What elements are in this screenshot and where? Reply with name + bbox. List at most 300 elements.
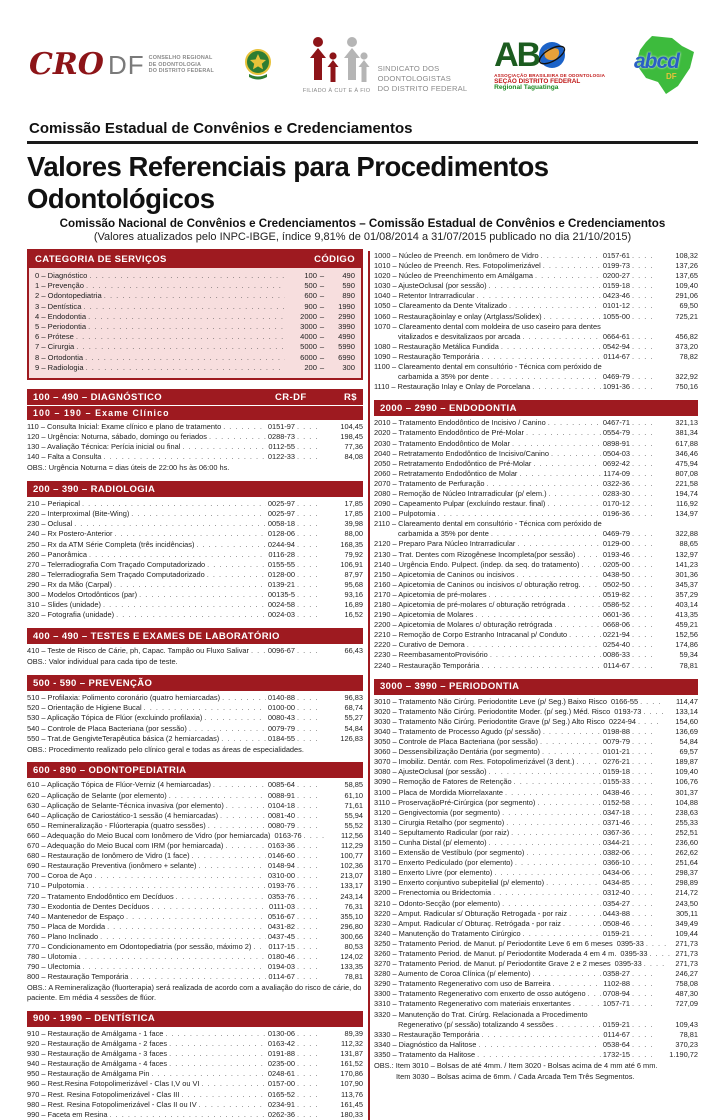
dot-leader bbox=[297, 1100, 319, 1110]
procedure-description: 3260 – Tratamento Period. de Manut. p/ Periodontite Moderada 4 em 4 m. bbox=[374, 949, 617, 958]
procedure-description: 3310 – Tratamento Regenerativo com materiais enxertantes bbox=[374, 999, 571, 1009]
dot-leader bbox=[79, 952, 266, 962]
procedure-row bbox=[374, 798, 698, 808]
dot-leader bbox=[169, 1049, 266, 1059]
cro-df-text: DF bbox=[107, 50, 145, 80]
procedure-description: 760 – Plano Inclinado bbox=[27, 931, 99, 941]
procedure-code: 0288-73 bbox=[267, 432, 295, 442]
procedure-row bbox=[374, 489, 698, 499]
dot-leader bbox=[588, 989, 601, 999]
dot-leader bbox=[477, 291, 601, 301]
category-range-to: 5990 bbox=[338, 342, 355, 352]
procedure-list bbox=[27, 1027, 363, 1120]
dot-leader bbox=[297, 881, 319, 891]
procedure-row bbox=[374, 550, 698, 560]
dot-leader bbox=[165, 1029, 265, 1039]
procedure-description: 690 – Restauração Preventiva (ionômero + selante) bbox=[27, 861, 197, 871]
category-label: 1 – Prevenção bbox=[35, 281, 84, 291]
procedure-description: 3200 – Frenectomia ou Bridectomia bbox=[374, 888, 492, 898]
procedure-row bbox=[27, 1110, 363, 1120]
dot-leader bbox=[297, 871, 319, 881]
procedure-code: 0079-79 bbox=[602, 737, 630, 747]
section-header bbox=[27, 675, 363, 691]
procedure-value: 16,89 bbox=[344, 600, 363, 610]
dot-leader bbox=[632, 332, 654, 342]
dot-leader bbox=[506, 818, 601, 828]
procedure-description: 540 – Controle de Placa Bacteriana (por sessão) bbox=[27, 723, 187, 733]
procedure-description: 2130 – Trat. Dentes com Rizogênese Incompleta(por sessão) bbox=[374, 549, 576, 559]
procedure-row bbox=[27, 821, 363, 831]
dot-leader bbox=[632, 539, 654, 549]
procedure-row bbox=[374, 428, 698, 438]
procedure-code: 0111-03 bbox=[268, 901, 295, 911]
dot-leader bbox=[583, 580, 601, 590]
dot-leader bbox=[198, 861, 265, 871]
dot-leader bbox=[632, 919, 654, 929]
procedure-value: 214,72 bbox=[675, 888, 698, 898]
category-range-dash: – bbox=[319, 352, 325, 362]
procedure-description: 300 – Modelos Ortodônticos (par) bbox=[27, 590, 138, 600]
procedure-value: 403,14 bbox=[675, 600, 698, 609]
dot-leader bbox=[632, 479, 654, 489]
procedure-value: 349,49 bbox=[675, 918, 698, 928]
procedure-description: 980 – Rest. Resina Fotopolimerizável - Clas II ou IV bbox=[27, 1099, 197, 1109]
dot-leader bbox=[493, 888, 601, 898]
procedure-row bbox=[374, 999, 698, 1009]
procedure-description: 2150 – Apicetomia de Caninos ou incisivos bbox=[374, 569, 515, 579]
procedure-code: 0139-21 bbox=[267, 579, 295, 589]
union-name bbox=[378, 64, 468, 94]
procedure-code: 0163-76 bbox=[274, 830, 302, 840]
dot-leader bbox=[632, 747, 654, 757]
procedure-row bbox=[374, 707, 698, 717]
procedure-value: 87,97 bbox=[344, 569, 363, 579]
procedure-description: 130 – Avaliação Técnica: Perícia inicial ou final bbox=[27, 442, 181, 452]
dot-leader bbox=[223, 422, 266, 432]
category-range-to: 890 bbox=[342, 291, 355, 301]
procedure-code: 0199-73 bbox=[602, 261, 630, 271]
procedure-code: 0080-79 bbox=[267, 820, 295, 830]
procedure-row bbox=[27, 646, 363, 656]
dot-leader bbox=[632, 312, 654, 322]
procedure-code: 0096-67 bbox=[267, 646, 295, 656]
procedure-description: 320 – Fotografia (unidade) bbox=[27, 610, 115, 620]
section-title: 500 - 590 – PREVENÇÃO bbox=[33, 677, 153, 689]
dot-leader bbox=[176, 892, 266, 902]
procedure-value: 88,65 bbox=[679, 539, 698, 549]
procedure-description: 1000 – Núcleo de Preench. em Ionômero de Vidro bbox=[374, 251, 539, 260]
procedure-code: 0129-00 bbox=[602, 539, 630, 549]
dot-leader bbox=[632, 261, 654, 271]
dot-leader bbox=[632, 1050, 654, 1060]
category-row bbox=[35, 271, 355, 281]
dot-leader bbox=[632, 828, 654, 838]
dot-leader bbox=[297, 912, 319, 922]
dot-leader bbox=[569, 909, 601, 919]
dot-leader bbox=[297, 932, 319, 942]
procedure-row bbox=[374, 570, 698, 580]
dot-leader bbox=[297, 902, 319, 912]
procedure-row bbox=[27, 734, 363, 744]
procedure-description: 940 – Restauração de Amálgama - 4 faces bbox=[27, 1059, 168, 1069]
procedure-row bbox=[27, 881, 363, 891]
procedure-row bbox=[27, 442, 363, 452]
dot-leader bbox=[297, 821, 319, 831]
procedure-value: 725,21 bbox=[675, 311, 698, 321]
procedure-code: 0058-18 bbox=[267, 519, 295, 529]
procedure-code: 0114-67 bbox=[603, 1029, 630, 1039]
dot-leader bbox=[297, 952, 319, 962]
dot-leader bbox=[94, 871, 266, 881]
category-row bbox=[35, 332, 355, 342]
procedure-code: 0344-21 bbox=[602, 837, 630, 847]
dot-leader bbox=[632, 858, 654, 868]
dot-leader bbox=[489, 590, 601, 600]
procedure-description: 790 – Ulectomia bbox=[27, 962, 81, 972]
dot-leader bbox=[297, 442, 319, 452]
procedure-value: 106,91 bbox=[340, 559, 363, 569]
dot-leader bbox=[192, 851, 266, 861]
procedure-description: 3120 – Gengivectomia (por segmento) bbox=[374, 807, 501, 817]
dot-leader bbox=[541, 251, 601, 261]
dot-leader bbox=[297, 1090, 319, 1100]
procedure-row bbox=[27, 902, 363, 912]
dot-leader bbox=[632, 868, 654, 878]
category-box bbox=[27, 249, 363, 380]
dot-leader bbox=[103, 600, 266, 610]
procedure-value: 69,57 bbox=[679, 747, 698, 757]
procedure-code: 0347-18 bbox=[602, 807, 630, 817]
dot-leader bbox=[632, 808, 654, 818]
dot-leader bbox=[221, 734, 266, 744]
procedure-description: 3180 – Enxerto Livre (por elemento) bbox=[374, 868, 493, 878]
procedure-code: 0122-33 bbox=[267, 452, 295, 462]
dot-leader bbox=[542, 747, 601, 757]
dot-leader bbox=[110, 1110, 266, 1120]
procedure-description: 960 – Rest.Resina Fotopolimerizável - Clas I,V ou VI bbox=[27, 1079, 200, 1089]
union-caption: FILIADO À CUT E À FIO bbox=[302, 88, 371, 94]
procedure-row bbox=[27, 831, 363, 841]
procedure-code: 0382-06 bbox=[602, 848, 630, 858]
category-range-from: 3000 bbox=[300, 322, 317, 332]
procedure-code: 1091-36 bbox=[602, 382, 630, 392]
procedure-value: 271,73 bbox=[675, 959, 698, 969]
procedure-value: 321,13 bbox=[675, 418, 698, 428]
procedure-description: 2240 – Restauração Temporária bbox=[374, 660, 480, 670]
procedure-row bbox=[374, 989, 698, 999]
procedure-code: 0104-18 bbox=[267, 800, 295, 810]
dot-leader bbox=[169, 791, 266, 801]
procedure-description: 3090 – Remoção de Fatores de Retenção bbox=[374, 777, 512, 787]
dot-leader bbox=[89, 271, 285, 281]
dot-leader bbox=[632, 590, 654, 600]
procedure-value: 141,23 bbox=[675, 559, 698, 569]
section-title: 2000 – 2990 – ENDODONTIA bbox=[380, 402, 517, 414]
procedure-value: 238,63 bbox=[675, 807, 698, 817]
procedure-description: 270 – Telerradiografia Com Traçado Computadorizado bbox=[27, 559, 206, 569]
dot-leader bbox=[632, 818, 654, 828]
dot-leader bbox=[644, 959, 666, 969]
procedure-row bbox=[27, 580, 363, 590]
procedure-value: 456,82 bbox=[675, 331, 698, 341]
category-row bbox=[35, 291, 355, 301]
procedure-description: 720 – Tratamento Endodôntico em Decíduos bbox=[27, 891, 174, 901]
procedure-description: 670 – Adequação do Meio Bucal com IRM (por hemiarcada) bbox=[27, 841, 224, 851]
dot-leader bbox=[478, 1040, 601, 1050]
dot-leader bbox=[297, 693, 319, 703]
dot-leader bbox=[297, 590, 319, 600]
dot-leader bbox=[632, 301, 654, 311]
dot-leader bbox=[581, 560, 600, 570]
category-label: 8 – Ortodontia bbox=[35, 352, 84, 362]
procedure-code: 0200-27 bbox=[602, 271, 630, 281]
dot-leader bbox=[82, 499, 266, 509]
section-header bbox=[27, 1011, 363, 1027]
procedure-value: 262,62 bbox=[675, 848, 698, 858]
section-header bbox=[374, 400, 698, 416]
dot-leader bbox=[467, 640, 601, 650]
category-range-from: 600 bbox=[304, 291, 317, 301]
procedure-row bbox=[27, 972, 363, 982]
dot-leader bbox=[547, 499, 601, 509]
dot-leader bbox=[207, 560, 266, 570]
procedure-description: 1050 – Clareamento da Dente Vitalizado bbox=[374, 301, 507, 311]
procedure-row bbox=[374, 828, 698, 838]
procedure-description: 210 – Periapical bbox=[27, 499, 81, 509]
dot-leader bbox=[632, 459, 654, 469]
dot-leader bbox=[126, 912, 266, 922]
procedure-value: 170,86 bbox=[340, 1069, 363, 1079]
procedure-row bbox=[27, 452, 363, 462]
dot-leader bbox=[89, 550, 266, 560]
procedure-description: 3220 – Amput. Radicular s/ Obturação Retrogada - por raiz bbox=[374, 908, 568, 918]
category-row bbox=[35, 342, 355, 352]
procedure-code: 0101-21 bbox=[602, 747, 630, 757]
procedure-row bbox=[374, 808, 698, 818]
procedure-code: 0205-00 bbox=[602, 559, 630, 569]
dot-leader bbox=[632, 979, 654, 989]
procedure-row bbox=[374, 332, 698, 342]
dot-leader bbox=[196, 540, 265, 550]
dot-leader bbox=[100, 932, 266, 942]
procedure-description: 3250 – Tratamento Period. de Manut. p/ Periodontite Leve 6 em 6 meses bbox=[374, 938, 613, 948]
procedure-code: 0504-03 bbox=[602, 448, 630, 458]
dot-leader bbox=[297, 841, 319, 851]
procedure-description: 2180 – Apicetomia de pré-molares c/ obturação retrógrada bbox=[374, 600, 566, 609]
subtitle: Comissão Nacional de Convênios e Credenciamentos – Comissão Estadual de Convênios e Credenciamentos bbox=[59, 217, 666, 230]
abo-line2: SEÇÃO DISTRITO FEDERAL bbox=[494, 77, 581, 85]
procedure-value: 137,65 bbox=[675, 271, 698, 281]
procedure-description: 3030 – Tratamento Não Cirúrg. Periodontite Grave (p/ Seg.) Alto Risco bbox=[374, 716, 605, 726]
dot-leader bbox=[297, 851, 319, 861]
union-name-line1: SINDICATO DOS bbox=[377, 64, 440, 74]
procedure-row bbox=[374, 610, 698, 620]
procedure-row bbox=[374, 838, 698, 848]
dot-leader bbox=[632, 757, 654, 767]
procedure-code: 0283-30 bbox=[602, 488, 630, 498]
procedure-row bbox=[27, 703, 363, 713]
procedure-description: 2210 – Remoção de Corpo Estranho Intracanal p/ Conduto bbox=[374, 630, 568, 640]
procedure-row bbox=[27, 791, 363, 801]
procedure-code: 0244-94 bbox=[267, 539, 295, 549]
dot-leader bbox=[526, 428, 601, 438]
dot-leader bbox=[297, 580, 319, 590]
dot-leader bbox=[489, 838, 601, 848]
procedure-row bbox=[27, 550, 363, 560]
cro-org-lines bbox=[149, 55, 214, 75]
cro-df-logo bbox=[29, 47, 215, 82]
procedure-value: 355,10 bbox=[340, 911, 363, 921]
procedure-row bbox=[374, 969, 698, 979]
dot-leader bbox=[297, 519, 319, 529]
dot-leader bbox=[226, 801, 266, 811]
procedure-value: 84,08 bbox=[344, 452, 363, 462]
dot-leader bbox=[515, 858, 601, 868]
section-header bbox=[374, 679, 698, 695]
dot-leader bbox=[182, 442, 266, 452]
procedure-description: 1040 – Retentor Intrarradicular bbox=[374, 291, 475, 301]
dot-leader bbox=[632, 550, 654, 560]
procedure-value: 243,50 bbox=[675, 898, 698, 908]
procedure-code: 0151-97 bbox=[267, 422, 295, 432]
procedure-value: 58,85 bbox=[344, 780, 363, 790]
procedure-value: 251,64 bbox=[675, 858, 698, 868]
procedure-code: 0116-28 bbox=[268, 549, 295, 559]
dot-leader bbox=[632, 929, 654, 939]
coat-of-arms-icon bbox=[241, 47, 275, 83]
procedure-value: 102,36 bbox=[340, 861, 363, 871]
procedure-row bbox=[374, 1010, 698, 1020]
dot-leader bbox=[304, 831, 326, 841]
dot-leader bbox=[553, 979, 602, 989]
dot-leader bbox=[632, 281, 654, 291]
procedure-row bbox=[27, 724, 363, 734]
procedure-description: 780 – Ulotomia bbox=[27, 952, 77, 962]
procedure-value: 96,83 bbox=[344, 693, 363, 703]
dot-leader bbox=[204, 713, 266, 723]
dot-leader bbox=[297, 942, 319, 952]
dot-leader bbox=[297, 1049, 319, 1059]
dot-leader bbox=[487, 479, 601, 489]
procedure-description: 710 – Pulpotomia bbox=[27, 881, 85, 891]
dot-leader bbox=[632, 469, 654, 479]
procedure-row bbox=[374, 449, 698, 459]
dot-leader bbox=[86, 281, 285, 291]
procedure-value: 137,26 bbox=[675, 261, 698, 271]
procedure-row bbox=[27, 1049, 363, 1059]
procedure-value: 271,73 bbox=[675, 938, 698, 948]
dot-leader bbox=[489, 767, 601, 777]
abcd-wordmark: abcd bbox=[633, 50, 679, 73]
procedure-code: 0508-46 bbox=[602, 918, 630, 928]
dot-leader bbox=[632, 878, 654, 888]
procedure-description: 2120 – Preparo Para Núcleo Intrarradicular bbox=[374, 539, 516, 549]
procedure-row bbox=[374, 261, 698, 271]
dot-leader bbox=[632, 1040, 654, 1050]
procedure-description: 610 – Aplicação Tópica de Flúor-Verniz (4 hemiarcadas) bbox=[27, 780, 211, 790]
procedure-description: 290 – Rx da Mão (Carpal) bbox=[27, 579, 113, 589]
dot-leader bbox=[546, 878, 601, 888]
procedure-description: 3340 – Diagnóstico da Halitose bbox=[374, 1039, 477, 1049]
procedure-value: 346,46 bbox=[675, 448, 698, 458]
procedure-row bbox=[374, 767, 698, 777]
procedure-value: 161,45 bbox=[340, 1099, 363, 1109]
dot-leader bbox=[517, 539, 601, 549]
procedure-row bbox=[27, 1090, 363, 1100]
dot-leader bbox=[632, 418, 654, 428]
dot-leader bbox=[632, 848, 654, 858]
procedure-value: 758,08 bbox=[675, 979, 698, 989]
procedure-code: 0443-88 bbox=[602, 908, 630, 918]
procedure-description: 800 – Restauração Temporária bbox=[27, 972, 129, 982]
procedure-value: 109,43 bbox=[675, 1019, 698, 1029]
procedure-row bbox=[374, 382, 698, 392]
procedure-code: 0157-61 bbox=[602, 251, 630, 260]
procedure-row bbox=[374, 1050, 698, 1060]
procedure-value: 617,88 bbox=[675, 438, 698, 448]
procedure-row bbox=[27, 519, 363, 529]
procedure-code: 0180-46 bbox=[267, 952, 295, 962]
procedure-value: 136,69 bbox=[675, 726, 698, 736]
dot-leader bbox=[632, 989, 654, 999]
procedure-row bbox=[27, 570, 363, 580]
dot-leader bbox=[514, 777, 601, 787]
dot-leader bbox=[505, 788, 601, 798]
category-range-from: 200 bbox=[304, 362, 317, 372]
procedure-row bbox=[27, 942, 363, 952]
dot-leader bbox=[481, 661, 601, 671]
dot-leader bbox=[130, 972, 266, 982]
category-box-header bbox=[29, 251, 361, 268]
union-logo bbox=[302, 36, 468, 94]
procedure-description: 3170 – Enxerto Pediculado (por elemento) bbox=[374, 858, 513, 868]
procedure-description: 640 – Aplicação de Cariostático-1 sessão (4 hemiarcadas) bbox=[27, 810, 219, 820]
procedure-row bbox=[374, 322, 698, 332]
procedure-code: 0080-43 bbox=[267, 713, 295, 723]
procedure-description: 910 – Restauração de Amálgama - 1 face bbox=[27, 1028, 164, 1038]
procedure-row bbox=[374, 312, 698, 322]
dot-leader bbox=[577, 550, 601, 560]
procedure-code: 0024-58 bbox=[267, 600, 295, 610]
dot-leader bbox=[543, 727, 601, 737]
procedure-description: 1070 – Clareamento dental com moldeira de uso caseiro para dentes bbox=[374, 321, 601, 331]
procedure-row bbox=[374, 939, 698, 949]
procedure-row bbox=[374, 650, 698, 660]
procedure-code: 0366-10 bbox=[602, 858, 630, 868]
dot-leader bbox=[297, 1079, 319, 1089]
procedure-row bbox=[374, 757, 698, 767]
dot-leader bbox=[297, 529, 319, 539]
section-title: 3000 – 3990 – PERIODONTIA bbox=[380, 681, 520, 693]
dot-leader bbox=[632, 888, 654, 898]
category-range-to: 1990 bbox=[338, 301, 355, 311]
category-range-to: 590 bbox=[342, 281, 355, 291]
dot-leader bbox=[632, 1020, 654, 1030]
procedure-row bbox=[374, 519, 698, 529]
procedure-value: 116,92 bbox=[675, 499, 698, 509]
procedure-value: 413,35 bbox=[675, 610, 698, 620]
logo-strip bbox=[27, 0, 698, 114]
category-row bbox=[35, 302, 355, 312]
procedure-description: 3140 – Sepultamento Radicular (por raiz) bbox=[374, 827, 510, 837]
procedure-code: 0353-76 bbox=[267, 891, 295, 901]
dot-leader bbox=[297, 703, 319, 713]
procedure-value: 243,14 bbox=[340, 891, 363, 901]
procedure-description: 620 – Aplicação de Selante (por elemento) bbox=[27, 790, 167, 800]
procedure-code: 0146-60 bbox=[267, 851, 295, 861]
procedure-list bbox=[27, 691, 363, 743]
procedure-code: 0100-00 bbox=[267, 703, 295, 713]
